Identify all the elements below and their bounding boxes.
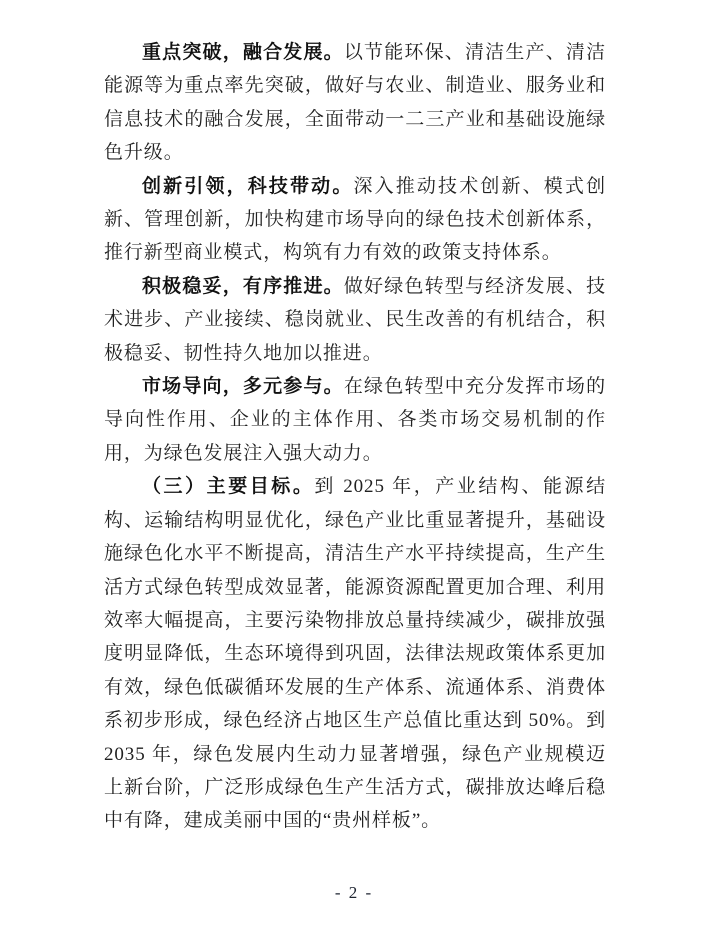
paragraph-body: 在绿色转型中充分发挥市场的导向性作用、企业的主体作用、各类市场交易机制的作用，为绿色发展注入强大动力。 [104, 376, 606, 464]
paragraph [104, 370, 606, 470]
paragraph-body: 深入推动技术创新、模式创新、管理创新，加快构建市场导向的绿色技术创新体系，推行新型商业模式，构筑有力有效的政策支持体系。 [104, 175, 606, 264]
page-number: - 2 - [334, 883, 374, 902]
paragraph [104, 270, 606, 370]
paragraph [104, 170, 606, 270]
paragraph-body: 以节能环保、清洁生产、清洁能源等为重点率先突破，做好与农业、制造业、服务业和信息技术的融合发展，全面带动一二三产业和基础设施绿色升级。 [104, 42, 606, 164]
paragraph-body: 做好绿色转型与经济发展、技术进步、产业接续、稳岗就业、民生改善的有机结合，积极稳妥、韧性持久地加以推进。 [104, 275, 606, 364]
document-body [104, 36, 606, 838]
paragraph [104, 36, 606, 170]
paragraph-lead: （三）主要目标。 [142, 476, 315, 498]
paragraph-lead: 创新引领，科技带动。 [142, 175, 354, 197]
paragraph [104, 470, 606, 837]
paragraph-body: 到 2025 年，产业结构、能源结构、运输结构明显优化，绿色产业比重显著提升，基础设施绿色化水平不断提高，清洁生产水平持续提高，生产生活方式绿色转型成效显著，能源资源配置更加合理、利用效率大幅提高，主要污染物排放总量持续减少，碳排放强度明显降低，生态环境得到巩固，法律法规政策体系更加有效，绿色低碳循环发展的生产体系、流通体系、消费体系初步形成，绿色经济占地区生产总值比重达到 50%。到 2035 年，绿色发展内生动力显著增强，绿色产业规模迈上新台阶，广泛形成绿色生产生活方式，碳排放达峰后稳中有降，建成美丽中国的“贵州样板”。 [104, 476, 606, 832]
paragraph-lead: 积极稳妥，有序推进。 [142, 275, 344, 297]
paragraph-lead: 重点突破，融合发展。 [142, 42, 344, 63]
paragraph-lead: 市场导向，多元参与。 [142, 376, 344, 398]
